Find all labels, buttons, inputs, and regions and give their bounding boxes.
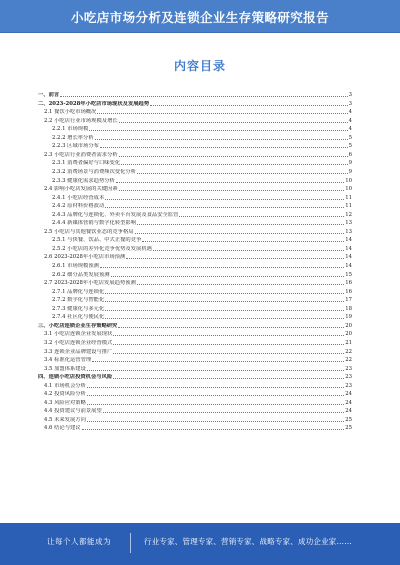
toc-entry-page: 19	[345, 314, 352, 321]
toc-entry-label: 2.7.2 数字化与智能化	[52, 297, 105, 304]
toc-entry-label: 2.2.2 增长率分析	[52, 134, 94, 141]
toc-entry-page: 10	[345, 177, 352, 184]
toc-entry-page: 24	[345, 399, 352, 406]
toc-entry-page: 4	[348, 117, 352, 124]
toc-entry-label: 三、小吃店连锁企业生存策略研究	[38, 322, 118, 329]
toc-entry-page: 18	[345, 305, 352, 312]
toc-entry-page: 4	[348, 126, 352, 133]
toc-entry-page: 11	[345, 203, 352, 210]
footer-slogan-right: 行业专家、管理专家、营销专家、战略专家、成功企业家……	[144, 537, 352, 546]
toc-entry-label: 2.4.3 品牌化与连锁化、外卖平台发展及食品安全监管	[52, 211, 179, 218]
toc-entry-label: 2.2.3 区域市场分布	[52, 143, 99, 150]
toc-entry-label: 3.2 小吃店连锁企业经营模式	[44, 339, 113, 346]
toc-entry-label: 二、2023-2028年小吃店市场现状及发展趋势	[38, 100, 150, 107]
toc-entry-page: 3	[348, 92, 352, 98]
toc-entry-page: 11	[345, 194, 352, 201]
toc-entry-page: 16	[345, 288, 352, 295]
toc-entry-page: 14	[345, 263, 352, 269]
toc-entry-label: 2.7.1 品牌化与连锁化	[52, 288, 105, 295]
toc-entry-label: 2.4.4 新媒体营销与数字化转型影响	[52, 220, 137, 227]
toc-entry-page: 20	[345, 331, 352, 338]
toc-entry-label: 3.4 标准化运营管理	[44, 357, 92, 364]
page-header	[0, 0, 400, 33]
toc-entry-page: 13	[345, 228, 352, 235]
toc-entry-page: 21	[345, 339, 352, 346]
toc-leader-dots	[82, 429, 345, 430]
toc-entry-label: 2.3.1 消费者偏好与口味变化	[52, 160, 121, 167]
toc-entry-page: 10	[345, 186, 352, 193]
toc-entry-page: 4	[348, 109, 352, 116]
toc-entry-label: 2.6.1 市场规模预测	[52, 263, 99, 269]
footer-divider	[130, 533, 131, 553]
toc-entry-label: 2.1 餐饮小吃市场概况	[44, 109, 97, 116]
toc-entry-page: 14	[345, 245, 352, 252]
toc-entry-page: 22	[345, 357, 352, 364]
toc-entry-page: 25	[345, 425, 352, 432]
toc-entry-page: 23	[345, 382, 352, 389]
toc-entry-label: 2.4.2 原材料价格波动	[52, 203, 105, 210]
toc-entry-label: 3.1 小吃店连锁企业发展现状	[44, 331, 113, 338]
toc-entry-page: 16	[345, 280, 352, 287]
toc-entry-label: 4.4 投资建议与前景展望	[44, 408, 102, 415]
toc-entry-page: 23	[345, 365, 352, 372]
toc-entry-label: 3.5 加盟体系建设	[44, 365, 86, 372]
report-title: 小吃店市场分析及连锁企业生存策略研究报告	[70, 10, 329, 25]
toc-entry-page: 5	[348, 134, 352, 141]
toc-entry-label: 2.5.2 小吃店的差异化竞争优势及发展机遇	[52, 245, 152, 252]
toc-entry-label: 2.7.4 社区化与便民化	[52, 314, 105, 321]
toc-entry-page: 3	[348, 100, 352, 107]
toc-entry-page: 6	[348, 151, 352, 158]
toc-entry[interactable]	[38, 422, 352, 431]
toc-entry-page: 22	[345, 348, 352, 355]
toc-entry-label: 2.3 小吃店行业消费者需求分析	[44, 151, 118, 158]
toc-entry-label: 4.3 风险应对策略	[44, 399, 86, 406]
toc-entry-label: 4.5 未来发展方向	[44, 416, 86, 423]
toc-entry-label: 2.3.3 健康化需求趋势分析	[52, 177, 115, 184]
toc-entry-label: 2.4 影响小吃店发展的关键因素	[44, 186, 118, 193]
toc-entry-label: 4.2 投资风险分析	[44, 391, 86, 398]
toc-entry-label: 2.2 小吃店行业市场规模及增长	[44, 117, 118, 124]
toc-entry-page: 14	[345, 254, 352, 261]
page-footer	[0, 523, 400, 565]
toc-entry-page: 14	[345, 237, 352, 244]
toc-entry-label: 4.1 市场机会分析	[44, 382, 86, 389]
toc-entry-label: 3.3 连锁企业品牌建设与推广	[44, 348, 113, 355]
toc-entry-label: 2.4.1 小吃店经营成本	[52, 194, 105, 201]
toc-entry-page: 24	[345, 391, 352, 398]
toc-entry-page: 13	[345, 220, 352, 227]
toc-entry-label: 2.5.1 与快餐、饮品、中式正餐的竞争	[52, 237, 142, 244]
toc-entry-label: 2.7.3 健康化与多元化	[52, 305, 105, 312]
toc-entry-page: 5	[348, 143, 352, 150]
toc-entry-page: 9	[348, 160, 352, 167]
toc-heading: 内容目录	[173, 59, 226, 73]
toc-entry-page: 15	[345, 271, 352, 278]
toc-entry-label: 2.2.1 市场规模	[52, 126, 89, 133]
toc-entry-page: 25	[345, 416, 352, 423]
toc-entry-page: 23	[345, 374, 352, 381]
toc-entry-label: 4.6 结论与建议	[44, 425, 81, 432]
toc-entry-page: 20	[345, 322, 352, 329]
toc-entry-label: 一、前言	[38, 92, 60, 98]
toc-entry-label: 2.6 2023-2028年小吃店市场预测	[44, 254, 126, 261]
toc-entry-page: 17	[345, 297, 352, 304]
toc-entry-label: 2.5 小吃店与其他餐饮业态的竞争格局	[44, 228, 134, 235]
toc-entry-page: 24	[345, 408, 352, 415]
footer-slogan-left: 让每个人都能成为	[47, 537, 111, 546]
toc-entry-label: 四、连锁小吃店投资机会与风险	[38, 374, 113, 381]
toc-entry-page: 9	[348, 168, 352, 175]
toc-entry-page: 12	[345, 211, 352, 218]
toc-entry-label: 2.3.2 消费场景与消费频次变化分析	[52, 168, 137, 175]
toc-entry-label: 2.7 2023-2028年小吃店发展趋势预测	[44, 280, 136, 287]
toc-entry-label: 2.6.2 细分品类发展预测	[52, 271, 110, 278]
